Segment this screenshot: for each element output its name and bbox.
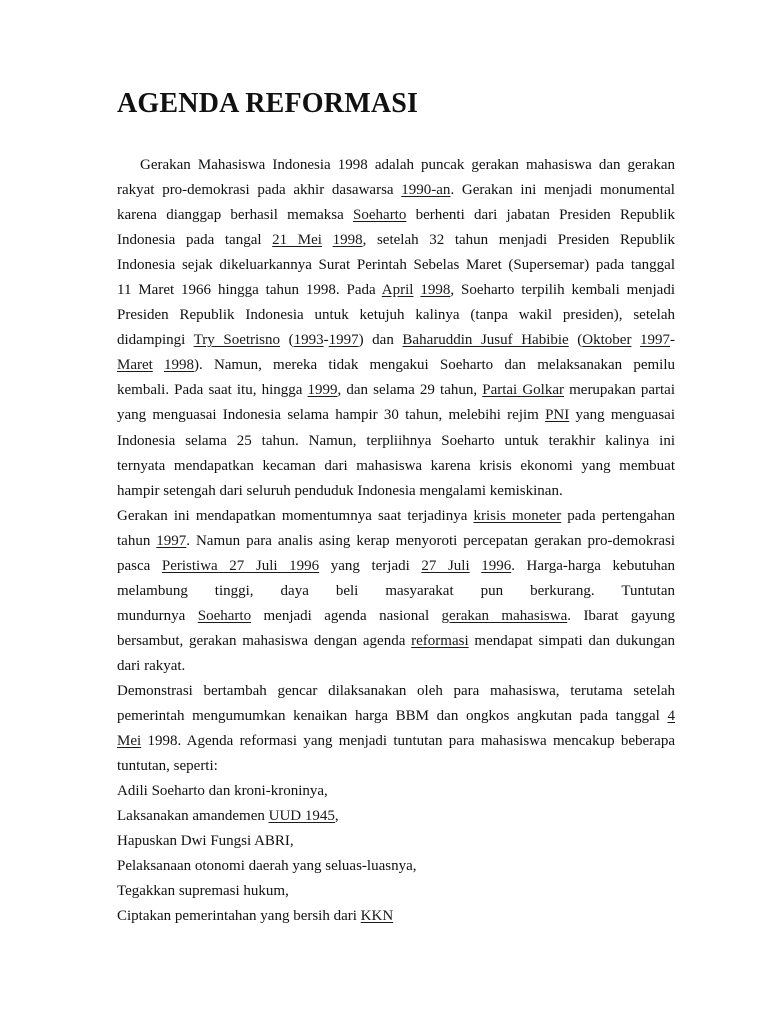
text-run: Presiden Republik Indonesia untuk ketujuh kalinya (tanpa wakil presiden), setelah bbox=[117, 307, 675, 324]
text-line bbox=[117, 854, 675, 879]
text-line bbox=[117, 403, 675, 428]
text-run: Adili Soeharto dan kroni-kroninya, bbox=[117, 783, 328, 800]
text-line bbox=[117, 429, 675, 454]
hyperlink[interactable]: 1998 bbox=[332, 232, 363, 249]
text-run: menjadi agenda nasional bbox=[251, 607, 442, 624]
text-run: ( bbox=[280, 332, 294, 349]
text-run: - bbox=[323, 332, 329, 349]
text-line bbox=[117, 353, 675, 378]
text-run: pemerintah mengumumkan kenaikan harga BBM dan ongkos angkutan pada tanggal bbox=[117, 708, 668, 725]
hyperlink[interactable]: UUD 1945 bbox=[268, 808, 335, 825]
text-line bbox=[117, 779, 675, 804]
text-line bbox=[117, 378, 675, 403]
text-run: tuntutan, seperti: bbox=[117, 758, 218, 775]
text-line bbox=[117, 554, 675, 579]
hyperlink[interactable]: PNI bbox=[545, 407, 570, 424]
text-run bbox=[470, 558, 482, 574]
text-line bbox=[117, 879, 675, 904]
text-line bbox=[117, 303, 675, 328]
page-title: AGENDA REFORMASI bbox=[117, 88, 419, 119]
text-run bbox=[153, 357, 164, 373]
text-line bbox=[117, 253, 675, 278]
hyperlink[interactable]: Oktober bbox=[582, 332, 632, 349]
text-run: Gerakan ini mendapatkan momentumnya saat terjadinya bbox=[117, 507, 474, 524]
hyperlink[interactable]: reformasi bbox=[411, 632, 469, 649]
text-line bbox=[117, 328, 675, 353]
text-run: didampingi bbox=[117, 332, 194, 349]
text-run: Tegakkan supremasi hukum, bbox=[117, 883, 289, 900]
text-line bbox=[117, 829, 675, 854]
text-run: Indonesia pada tangal bbox=[117, 232, 273, 249]
text-run: , bbox=[334, 808, 339, 825]
text-run: . Harga-harga kebutuhan bbox=[511, 557, 676, 574]
text-run: 1998. Agenda reformasi yang menjadi tuntutan para mahasiswa mencakup beberapa bbox=[141, 733, 675, 750]
text-run: Indonesia selama 25 tahun. Namun, terpliihnya Soeharto untuk terakhir kalinya ini bbox=[117, 432, 675, 449]
text-run: ) dan bbox=[358, 332, 403, 349]
text-line bbox=[117, 454, 675, 479]
text-run: , setelah 32 tahun menjadi Presiden Republik bbox=[362, 232, 676, 249]
hyperlink[interactable]: 1997 bbox=[156, 532, 187, 549]
text-run: . Namun para analis asing kerap menyoroti percepatan gerakan pro-demokrasi bbox=[186, 532, 676, 549]
text-run: bersambut, gerakan mahasiswa dengan agenda bbox=[117, 632, 412, 649]
hyperlink[interactable]: Soeharto bbox=[197, 607, 252, 624]
text-run: hampir setengah dari seluruh penduduk Indonesia mengalami kemiskinan. bbox=[117, 482, 563, 499]
hyperlink[interactable]: Baharuddin Jusuf Habibie bbox=[402, 332, 569, 349]
text-line bbox=[117, 504, 675, 529]
text-run: . Ibarat gayung bbox=[567, 607, 675, 624]
hyperlink[interactable]: 1990-an bbox=[401, 182, 451, 199]
text-run: 11 Maret 1966 hingga tahun 1998. Pada bbox=[117, 282, 382, 299]
text-line bbox=[117, 529, 675, 554]
hyperlink[interactable]: April bbox=[381, 282, 414, 299]
text-line bbox=[117, 729, 675, 754]
text-line bbox=[117, 754, 675, 779]
hyperlink[interactable]: Maret bbox=[117, 357, 153, 374]
text-run: Gerakan Mahasiswa Indonesia 1998 adalah puncak gerakan mahasiswa dan gerakan bbox=[140, 157, 675, 173]
text-run: Ciptakan pemerintahan yang bersih dari bbox=[117, 908, 361, 925]
text-run: tahun bbox=[117, 532, 157, 549]
document-body bbox=[117, 153, 675, 929]
text-line bbox=[117, 178, 675, 203]
hyperlink[interactable]: 4 bbox=[667, 708, 675, 725]
hyperlink[interactable]: 1997 bbox=[328, 332, 359, 349]
text-run: . Gerakan ini menjadi monumental bbox=[450, 182, 675, 199]
text-line bbox=[117, 203, 675, 228]
text-run: yang menguasai bbox=[569, 407, 676, 424]
text-line bbox=[117, 704, 675, 729]
text-run: ). Namun, mereka tidak mengakui Soeharto dan melaksanakan pemilu bbox=[194, 357, 676, 374]
text-line bbox=[117, 153, 675, 178]
hyperlink[interactable]: Mei bbox=[117, 733, 142, 750]
text-run bbox=[631, 332, 640, 348]
text-run: - bbox=[670, 332, 676, 349]
hyperlink[interactable]: 1998 bbox=[164, 357, 195, 374]
hyperlink[interactable]: gerakan mahasiswa bbox=[441, 607, 568, 624]
text-line bbox=[117, 604, 675, 629]
text-line bbox=[117, 579, 675, 604]
hyperlink[interactable]: 27 Juli bbox=[421, 557, 470, 574]
text-line bbox=[117, 479, 675, 504]
text-run: mendapat simpati dan dukungan bbox=[468, 632, 675, 649]
text-run: Laksanakan amandemen bbox=[117, 808, 269, 825]
text-run: , dan selama 29 tahun, bbox=[337, 382, 483, 399]
text-line bbox=[117, 629, 675, 654]
hyperlink[interactable]: Soeharto bbox=[353, 207, 407, 224]
text-run: pasca bbox=[117, 557, 162, 574]
text-run: ( bbox=[568, 332, 583, 349]
text-run: merupakan partai bbox=[564, 382, 676, 399]
text-run: karena dianggap berhasil memaksa bbox=[117, 207, 354, 224]
text-run: Pelaksanaan otonomi daerah yang seluas-luasnya, bbox=[117, 858, 417, 875]
text-line bbox=[117, 278, 675, 303]
text-run: dari rakyat. bbox=[117, 657, 186, 674]
text-run: Indonesia sejak dikeluarkannya Surat Perintah Sebelas Maret (Supersemar) pada tanggal bbox=[117, 257, 675, 274]
text-run: yang menguasai Indonesia selama hampir 30 tahun, melebihi rejim bbox=[117, 407, 546, 424]
hyperlink[interactable]: 1998 bbox=[420, 282, 451, 299]
hyperlink[interactable]: Try Soetrisno bbox=[193, 332, 281, 349]
text-line bbox=[117, 804, 675, 829]
hyperlink[interactable]: 1993 bbox=[293, 332, 324, 349]
text-run: ternyata mendapatkan kecaman dari mahasiswa karena krisis ekonomi yang membuat bbox=[117, 457, 675, 474]
text-run: rakyat pro-demokrasi pada akhir dasawarsa bbox=[117, 182, 402, 199]
text-run bbox=[322, 232, 333, 248]
hyperlink[interactable]: 1996 bbox=[481, 557, 512, 574]
text-run: melambung tinggi, daya beli masyarakat pun berkurang. Tuntutan bbox=[117, 582, 675, 599]
text-run: Demonstrasi bertambah gencar dilaksanakan oleh para mahasiswa, terutama setelah bbox=[117, 682, 675, 699]
hyperlink[interactable]: Peristiwa 27 Juli 1996 bbox=[161, 557, 320, 574]
text-run: pada pertengahan bbox=[561, 507, 675, 524]
text-run: mundurnya bbox=[117, 607, 198, 624]
hyperlink[interactable]: 1997 bbox=[640, 332, 671, 349]
hyperlink[interactable]: krisis moneter bbox=[473, 507, 562, 524]
text-run: yang terjadi bbox=[319, 557, 422, 574]
hyperlink[interactable]: 1999 bbox=[307, 382, 338, 399]
hyperlink[interactable]: 21 Mei bbox=[272, 232, 322, 249]
text-run: kembali. Pada saat itu, hingga bbox=[117, 382, 308, 399]
text-line bbox=[117, 654, 675, 679]
text-line bbox=[117, 679, 675, 704]
text-run: berhenti dari jabatan Presiden Republik bbox=[406, 207, 675, 224]
text-line bbox=[117, 904, 675, 929]
hyperlink[interactable]: Partai Golkar bbox=[482, 382, 564, 399]
text-run: , Soeharto terpilih kembali menjadi bbox=[450, 282, 676, 299]
text-line bbox=[117, 228, 675, 253]
hyperlink[interactable]: KKN bbox=[360, 908, 394, 925]
text-run: Hapuskan Dwi Fungsi ABRI, bbox=[117, 833, 294, 850]
